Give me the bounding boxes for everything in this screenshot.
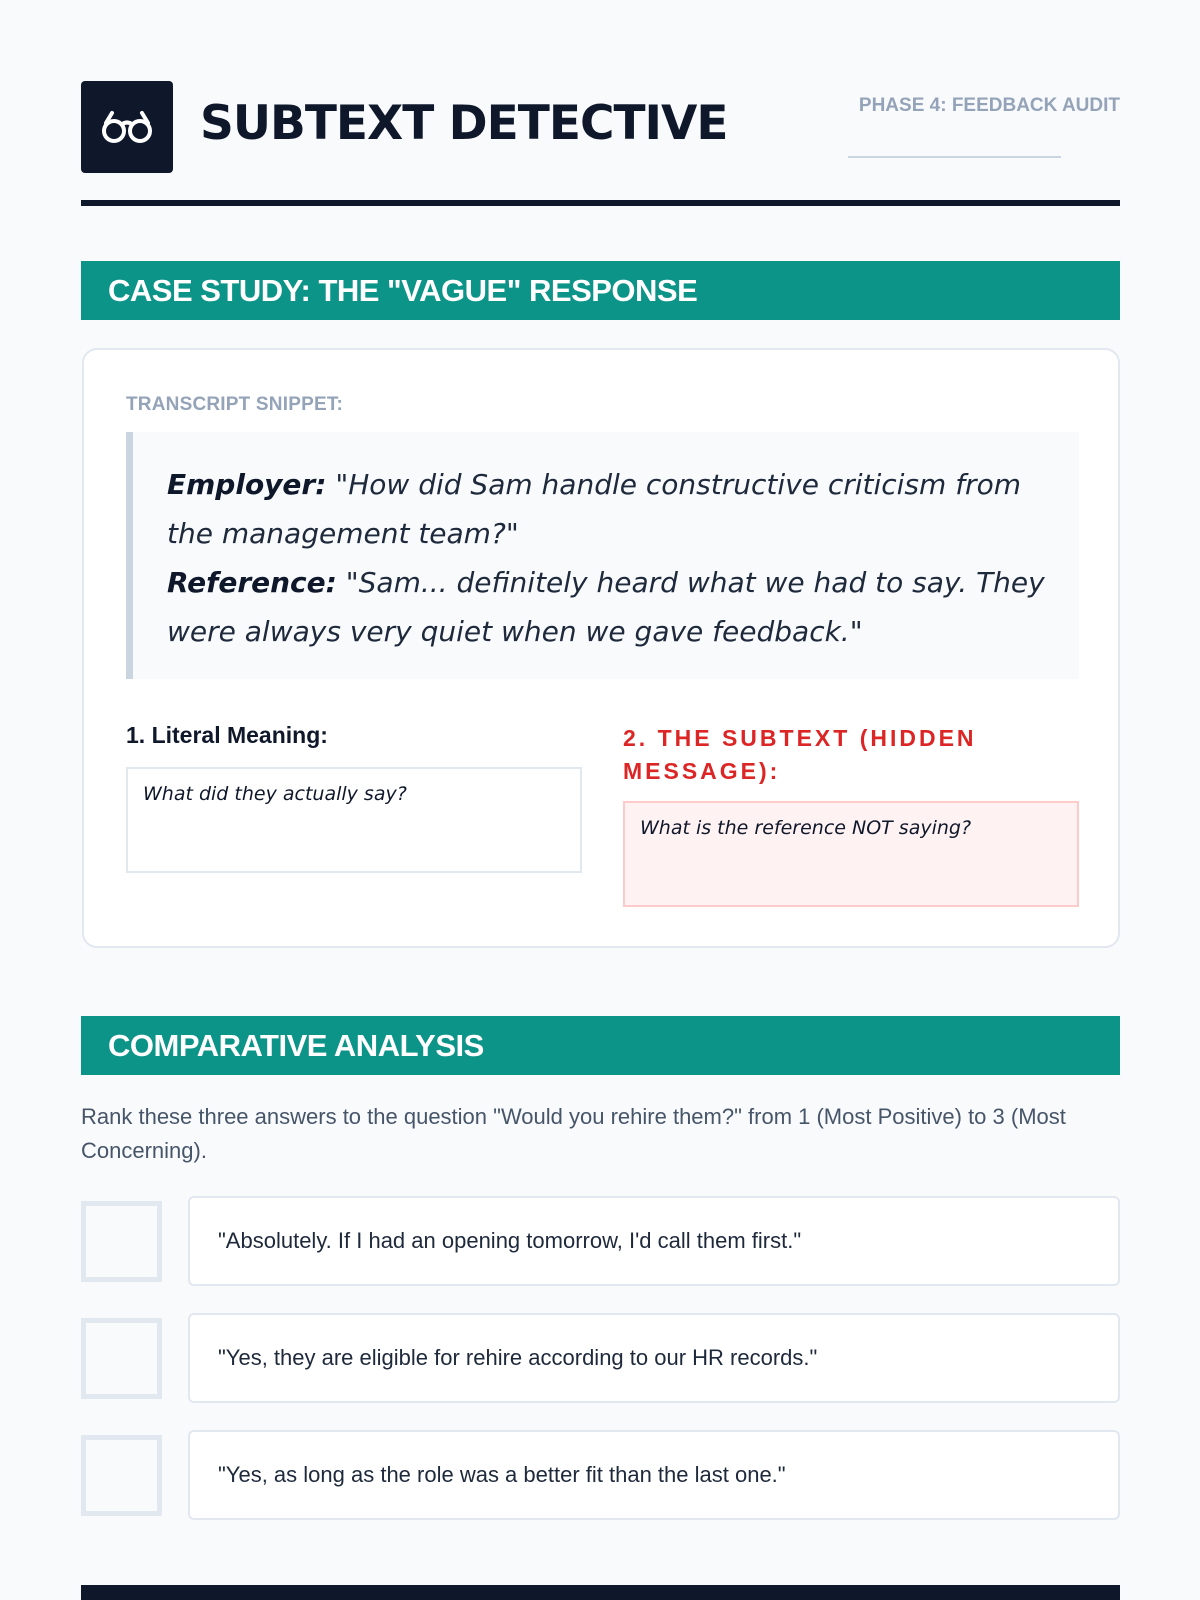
answer-card: "Yes, they are eligible for rehire according to our HR records." [188,1313,1120,1403]
literal-meaning-label: 1. Literal Meaning: [126,722,328,748]
literal-meaning-placeholder: What did they actually say? [143,783,407,805]
glasses-icon [100,107,154,147]
worksheet-page [81,0,1120,1487]
transcript-quote [126,432,1079,679]
case-study-card [82,348,1120,948]
ranking-instructions: Rank these three answers to the question "Would you rehire them?" from 1 (Most Positive) to 3 (Most Concerning). [81,1104,1066,1163]
comparative-analysis-heading: COMPARATIVE ANALYSIS [81,1016,1120,1075]
employer-speaker: Employer: [167,468,327,501]
literal-meaning-field[interactable] [126,767,582,873]
page-title: SUBTEXT DETECTIVE [200,96,728,151]
ranking-row [81,1430,1120,1520]
logo [81,81,173,173]
reference-speaker: Reference: [167,566,337,599]
subtext-field[interactable] [623,801,1079,907]
employer-quote: "How did Sam handle constructive criticism from the management team?" [167,468,1021,550]
answer-card: "Yes, as long as the role was a better fit than the last one." [188,1430,1120,1520]
rank-input-box[interactable] [81,1201,162,1282]
header-divider [81,200,1120,206]
subtext-placeholder: What is the reference NOT saying? [640,817,972,839]
footer-bar [81,1585,1120,1600]
case-study-heading: CASE STUDY: THE "VAGUE" RESPONSE [81,261,1120,320]
phase-label: PHASE 4: FEEDBACK AUDIT [858,95,1120,116]
page-header [81,0,1120,207]
phase-underline [848,156,1061,158]
subtext-label: 2. THE SUBTEXT (HIDDEN MESSAGE): [623,725,977,784]
transcript-snippet-label: TRANSCRIPT SNIPPET: [126,394,344,415]
ranking-row [81,1313,1120,1403]
answer-card: "Absolutely. If I had an opening tomorrow, I'd call them first." [188,1196,1120,1286]
rank-input-box[interactable] [81,1435,162,1516]
ranking-row [81,1196,1120,1286]
reference-quote: "Sam... definitely heard what we had to say. They were always very quiet when we gave feedback." [167,566,1045,648]
rank-input-box[interactable] [81,1318,162,1399]
